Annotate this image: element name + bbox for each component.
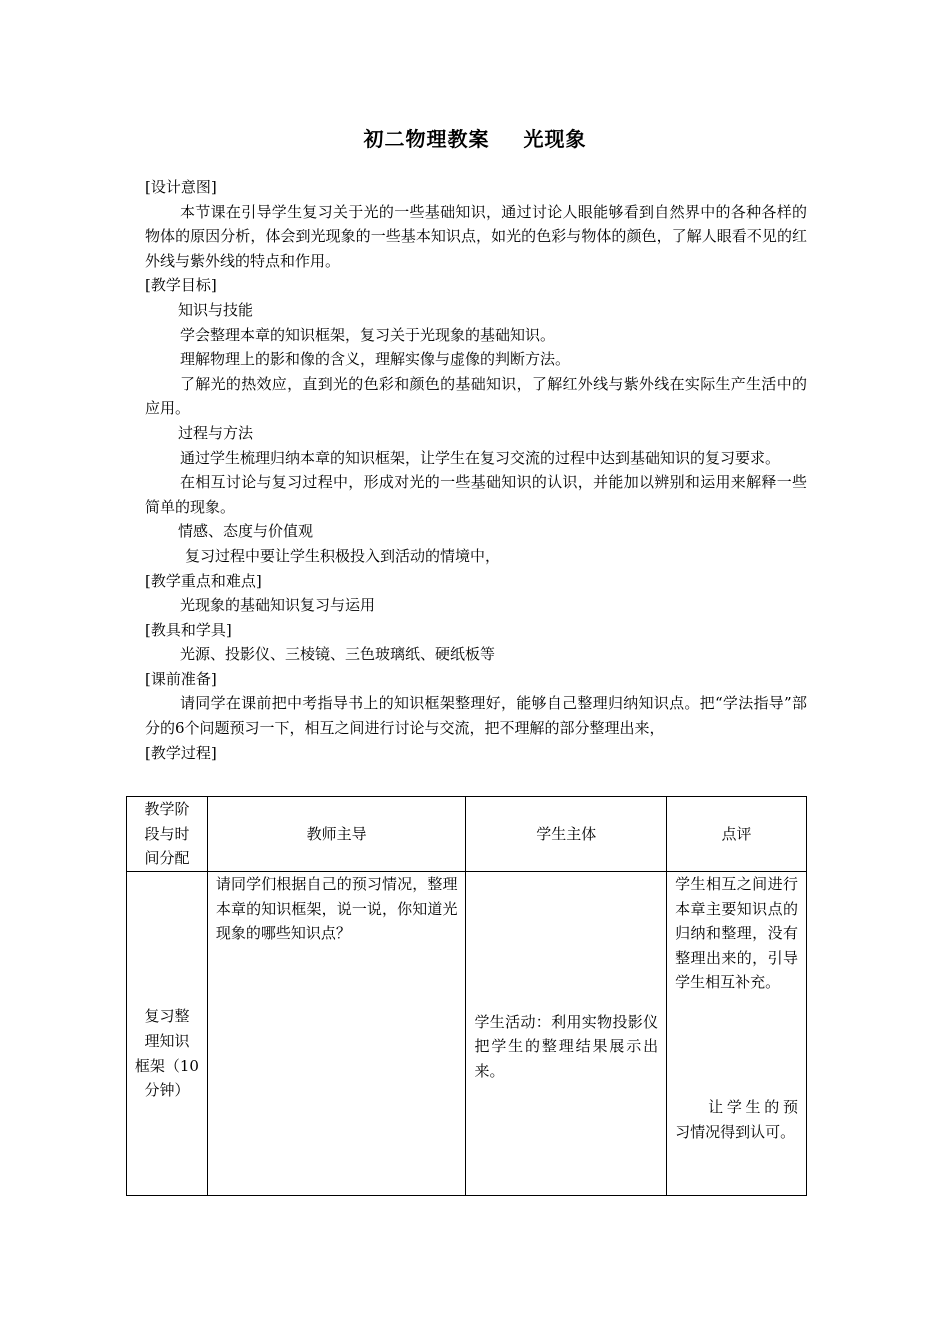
tools-text: 光源、投影仪、三棱镜、三色玻璃纸、硬纸板等 [180, 645, 496, 664]
process-method-header: 过程与方法 [178, 423, 254, 442]
page-title [0, 123, 950, 152]
row1-stage-line: 理知识 [144, 1031, 190, 1050]
row1-student-text: 学生活动：利用实物投影仪把学生的整理结果展示出来。 [474, 1012, 659, 1080]
knowledge-item-2: 理解物理上的影和像的含义，理解实像与虚像的判断方法。 [180, 350, 571, 369]
row1-stage-line: 复习整 [144, 1007, 190, 1026]
row1-comment-text-1: 学生相互之间进行本章主要知识点的归纳和整理，没有整理出来的，引导学生相互补充。 [675, 875, 798, 992]
emotion-header: 情感、态度与价值观 [178, 522, 314, 541]
row1-teacher-text: 请同学们根据自己的预习情况，整理本章的知识框架，说一说，你知道光现象的哪些知识点？ [215, 875, 458, 943]
row1-stage [127, 872, 208, 1196]
teaching-process-table [126, 796, 807, 1196]
row1-teacher [207, 872, 466, 1196]
row1-student [466, 872, 667, 1196]
tools-header: [教具和学具] [145, 620, 232, 639]
objectives-header: [教学目标] [145, 276, 217, 295]
process-header: [教学过程] [145, 743, 217, 762]
header-stage-line: 段与时 [144, 824, 190, 843]
table-header-row [127, 797, 807, 872]
emotion-text: 复习过程中要让学生积极投入到活动的情境中， [185, 546, 501, 565]
knowledge-item-1: 学会整理本章的知识框架，复习关于光现象的基础知识。 [180, 325, 556, 344]
header-stage-line: 间分配 [144, 849, 190, 868]
header-teacher: 教师主导 [207, 797, 466, 872]
prep-header: [课前准备] [145, 669, 217, 688]
knowledge-item-3: 了解光的热效应，直到光的色彩和颜色的基础知识，了解红外线与紫外线在实际生产生活中的应用。 [145, 374, 807, 418]
process-method-item-2: 在相互讨论与复习过程中，形成对光的一些基础知识的认识，并能加以辨别和运用来解释一些简单的现象。 [145, 473, 807, 516]
title-topic: 光现象 [523, 127, 587, 151]
header-comment: 点评 [667, 797, 807, 872]
process-method-item-1: 通过学生梳理归纳本章的知识框架，让学生在复习交流的过程中达到基础知识的复习要求。 [180, 448, 781, 467]
prep-text: 请同学在课前把中考指导书上的知识框架整理好，能够自己整理归纳知识点。把“学法指导”部分的6个问题预习一下，相互之间进行讨论与交流，把不理解的部分整理出来， [145, 694, 807, 738]
design-intent-text: 本节课在引导学生复习关于光的一些基础知识，通过讨论人眼能够看到自然界中的各种各样的物体的原因分析，体会到光现象的一些基本知识点，如光的色彩与物体的颜色，了解人眼看不见的红外线与紫外线的特点和作用。 [145, 202, 807, 270]
row1-comment [667, 872, 807, 1196]
table-row [127, 872, 807, 1196]
lesson-body [145, 175, 807, 765]
key-points-header: [教学重点和难点] [145, 571, 262, 590]
row1-stage-line: 框架（10 [134, 1056, 199, 1075]
knowledge-header: 知识与技能 [178, 300, 254, 319]
header-stage [127, 797, 208, 872]
row1-comment-text-2: 让学生的预习情况得到认可。 [675, 1097, 798, 1141]
header-student: 学生主体 [466, 797, 667, 872]
title-subject: 初二物理教案 [363, 127, 490, 151]
key-points-text: 光现象的基础知识复习与运用 [180, 596, 376, 615]
row1-stage-line: 分钟） [144, 1081, 190, 1100]
header-stage-line: 教学阶 [144, 800, 190, 819]
design-intent-header: [设计意图] [145, 178, 217, 196]
